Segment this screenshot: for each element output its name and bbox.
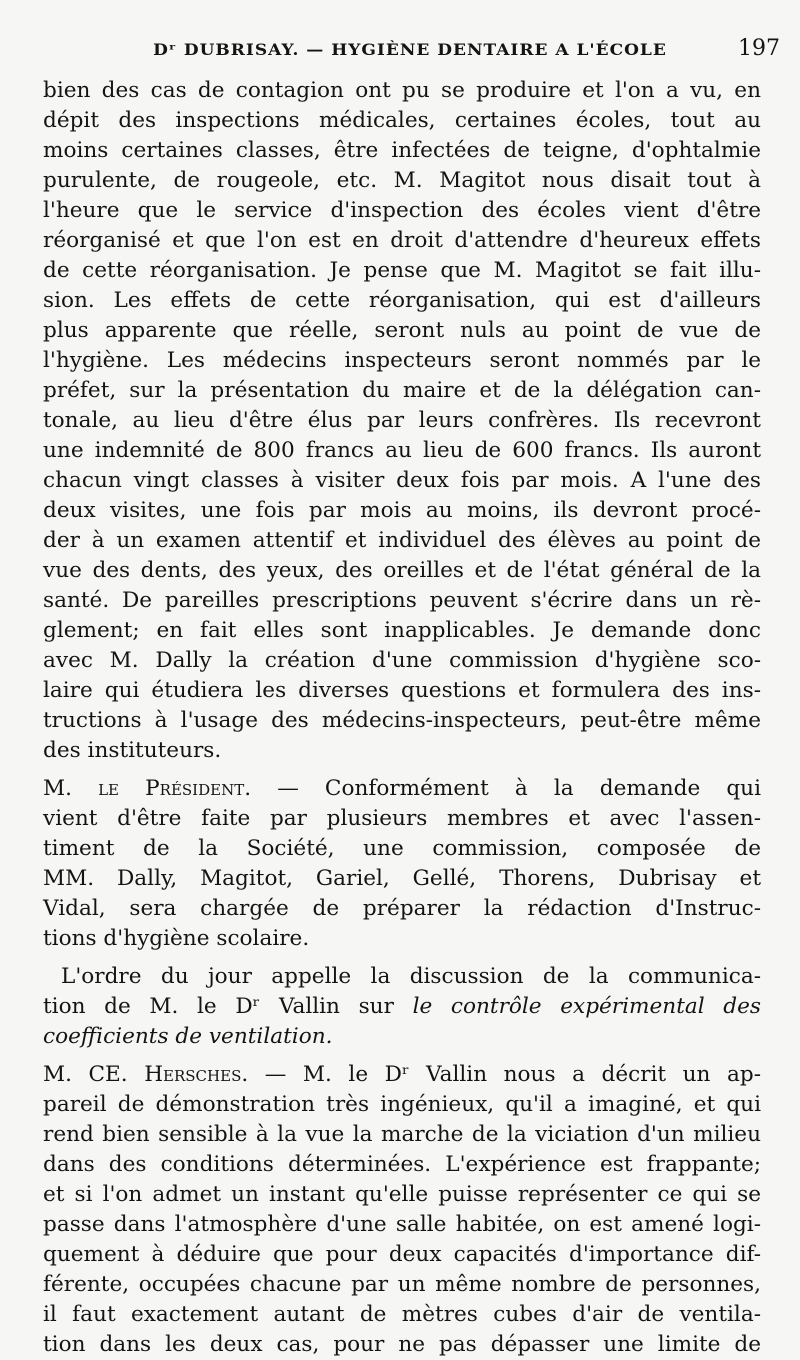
text-line: avec M. Dally la création d'une commission d'hygiène sco- [43, 648, 761, 673]
text-line: glement; en fait elles sont inapplicables. Je demande donc [43, 618, 761, 643]
text-line: tructions à l'usage des médecins-inspecteurs, peut-être même [43, 708, 761, 733]
text-line: et si l'on admet un instant qu'elle puisse représenter ce qui se [43, 1182, 761, 1207]
text-line: vue des dents, des yeux, des oreilles et de l'état général de la [43, 558, 761, 583]
paragraph-president [43, 774, 761, 954]
speaker-name: M. le Président. [43, 776, 252, 801]
text-line: bien des cas de contagion ont pu se produire et l'on a vu, en [43, 78, 761, 103]
text-line: une indemnité de 800 francs au lieu de 600 francs. Ils auront [43, 438, 761, 463]
text-line: il faut exactement autant de mètres cubes d'air de ventila- [43, 1302, 761, 1327]
text-line [43, 1060, 761, 1090]
page-number: 197 [738, 36, 780, 61]
text-line: Vidal, sera chargée de préparer la rédaction d'Instruc- [43, 896, 761, 921]
text-line: quement à déduire que pour deux capacités d'importance dif- [43, 1242, 761, 1267]
text-line: L'ordre du jour appelle la discussion de la communica- [61, 964, 761, 989]
paragraph-dubrisay [43, 76, 761, 766]
text-line: dépit des inspections médicales, certaines écoles, tout au [43, 108, 761, 133]
text-line: vient d'être faite par plusieurs membres et avec l'assen- [43, 806, 761, 831]
text-line: deux visites, une fois par mois au moins, ils devront procé- [43, 498, 761, 523]
text-span: — M. le Dʳ Vallin nous a décrit un ap- [248, 1062, 761, 1087]
text-line: tonale, au lieu d'être élus par leurs confrères. Ils recevront [43, 408, 761, 433]
body-text [43, 76, 761, 1360]
text-line: moins certaines classes, être infectées de teigne, d'ophtalmie [43, 138, 761, 163]
text-line: tion dans les deux cas, pour ne pas dépasser une limite de [43, 1332, 761, 1357]
text-line: l'heure que le service d'inspection des écoles vient d'être [43, 198, 761, 223]
text-line: rend bien sensible à la vue la marche de la viciation d'un milieu [43, 1122, 761, 1147]
speaker-name: M. CE. Hersches. [43, 1062, 249, 1087]
text-line: laire qui étudiera les diverses questions et formulera des ins- [43, 678, 761, 703]
text-line: passe dans l'atmosphère d'une salle habitée, on est amené logi- [43, 1212, 761, 1237]
text-span: tion de M. le Dʳ Vallin sur [43, 994, 413, 1019]
text-line: MM. Dally, Magitot, Gariel, Gellé, Thorens, Dubrisay et [43, 866, 761, 891]
text-line: férente, occupées chacune par un même nombre de personnes, [43, 1272, 761, 1297]
text-line: tions d'hygiène scolaire. [43, 926, 310, 951]
text-line: santé. De pareilles prescriptions peuvent s'écrire dans un rè- [43, 588, 761, 613]
text-line: chacun vingt classes à visiter deux fois par mois. A l'une des [43, 468, 761, 493]
text-line [43, 992, 761, 1022]
paragraph-hersches [43, 1060, 761, 1360]
text-line: l'hygiène. Les médecins inspecteurs seront nommés par le [43, 348, 761, 373]
paragraph-ordre-du-jour [43, 962, 761, 1052]
text-line: sion. Les effets de cette réorganisation, qui est d'ailleurs [43, 288, 761, 313]
text-line: timent de la Société, une commission, composée de [43, 836, 761, 861]
italic-title: coefficients de ventilation. [43, 1024, 333, 1049]
italic-title: le contrôle expérimental des [412, 994, 761, 1019]
text-line: plus apparente que réelle, seront nuls au point de vue de [43, 318, 761, 343]
running-head-title: Dʳ DUBRISAY. — HYGIÈNE DENTAIRE A L'ÉCOLE [153, 40, 667, 60]
running-head [100, 36, 780, 66]
text-line [43, 774, 761, 804]
text-span: — Conformément à la demande qui [251, 776, 761, 801]
text-line: der à un examen attentif et individuel des élèves au point de [43, 528, 761, 553]
text-line: de cette réorganisation. Je pense que M. Magitot se fait illu- [43, 258, 761, 283]
text-line: des instituteurs. [43, 738, 222, 763]
text-line: réorganisé et que l'on est en droit d'attendre d'heureux effets [43, 228, 761, 253]
text-line: purulente, de rougeole, etc. M. Magitot nous disait tout à [43, 168, 761, 193]
text-line: pareil de démonstration très ingénieux, qu'il a imaginé, et qui [43, 1092, 761, 1117]
text-line: préfet, sur la présentation du maire et de la délégation can- [43, 378, 761, 403]
text-line: dans des conditions déterminées. L'expérience est frappante; [43, 1152, 761, 1177]
